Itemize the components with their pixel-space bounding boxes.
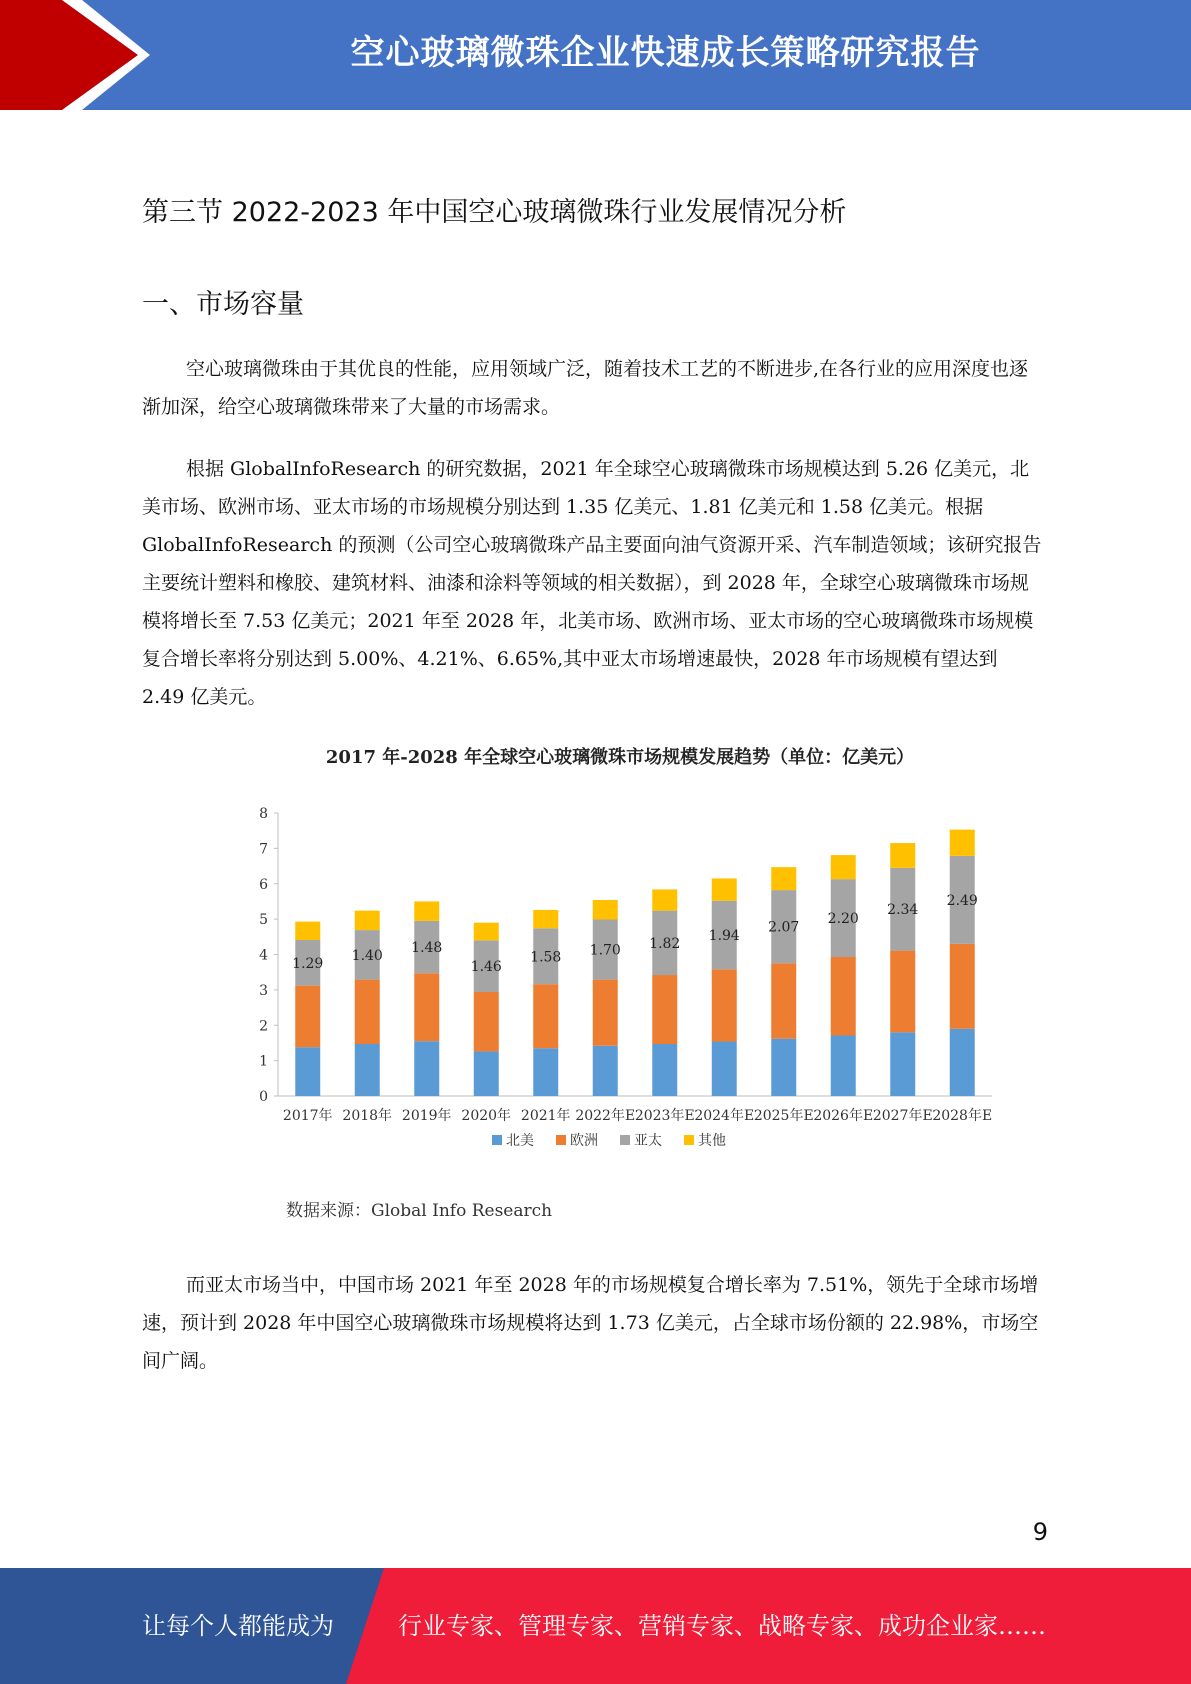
y-tick-label: 4 [259, 947, 268, 964]
data-label: 1.29 [292, 955, 324, 972]
data-label: 1.70 [589, 942, 621, 959]
bar-segment-其他 [890, 843, 915, 868]
paragraph-china-market: 而亚太市场当中，中国市场 2021 年至 2028 年的市场规模复合增长率为 7.51%，领先于全球市场增速，预计到 2028 年中国空心玻璃微珠市场规模将达到 1.73 亿美元，占全球市场份额的 22.98%，市场空间广阔。 [142, 1274, 1039, 1372]
bar-segment-其他 [593, 900, 618, 919]
data-label: 2.20 [827, 911, 859, 928]
bar-segment-其他 [652, 889, 677, 910]
bar-segment-北美 [593, 1046, 618, 1096]
bar-segment-北美 [890, 1032, 915, 1096]
bar-segment-北美 [652, 1044, 677, 1096]
bar-segment-北美 [831, 1036, 856, 1096]
data-label: 1.82 [649, 935, 681, 952]
bar-segment-北美 [474, 1051, 499, 1096]
x-tick-label: 2025年E [753, 1108, 814, 1124]
data-label: 1.48 [411, 940, 443, 957]
legend-swatch [492, 1135, 502, 1145]
bar-segment-欧洲 [474, 992, 499, 1051]
data-label: 1.40 [351, 947, 383, 964]
bar-segment-欧洲 [831, 957, 856, 1036]
paragraph-market-demand: 空心玻璃微珠由于其优良的性能，应用领域广泛，随着技术工艺的不断进步,在各行业的应用深度也逐渐加深，给空心玻璃微珠带来了大量的市场需求。 [142, 358, 1029, 418]
data-label: 1.46 [470, 959, 502, 976]
legend-swatch [620, 1135, 630, 1145]
footer-slogan-right: 行业专家、管理专家、营销专家、战略专家、成功企业家…… [398, 1612, 1046, 1640]
bar-segment-北美 [295, 1047, 320, 1096]
x-tick-label: 2024年E [694, 1108, 755, 1124]
x-tick-label: 2019年 [401, 1108, 452, 1124]
x-tick-label: 2028年E [932, 1108, 993, 1124]
header-banner [0, 0, 1191, 110]
bar-segment-其他 [712, 878, 737, 900]
bar-segment-其他 [295, 922, 320, 940]
x-tick-label: 2023年E [634, 1108, 695, 1124]
legend-label: 欧洲 [570, 1133, 598, 1149]
section-title: 第三节 2022-2023 年中国空心玻璃微珠行业发展情况分析 [142, 197, 847, 228]
bar-segment-欧洲 [771, 963, 796, 1038]
x-tick-label: 2017年 [282, 1108, 333, 1124]
data-label: 1.58 [530, 949, 562, 966]
bar-segment-其他 [355, 911, 380, 930]
bar-segment-欧洲 [890, 951, 915, 1033]
page-number: 9 [1032, 1518, 1048, 1546]
footer-slogan-left: 让每个人都能成为 [142, 1612, 334, 1640]
bar-segment-北美 [771, 1039, 796, 1096]
x-tick-label: 2022年E [575, 1108, 636, 1124]
x-tick-label: 2020年 [461, 1108, 512, 1124]
data-label: 2.07 [768, 919, 800, 936]
chart-title: 2017 年-2028 年全球空心玻璃微珠市场规模发展趋势（单位：亿美元） [325, 747, 915, 768]
x-tick-label: 2026年E [813, 1108, 874, 1124]
report-title: 空心玻璃微珠企业快速成长策略研究报告 [350, 33, 981, 73]
bar-segment-欧洲 [533, 984, 558, 1048]
bar-segment-北美 [950, 1029, 975, 1096]
y-tick-label: 3 [259, 982, 268, 999]
legend-label: 北美 [506, 1133, 534, 1149]
bar-segment-欧洲 [414, 973, 439, 1041]
legend-label: 亚太 [634, 1133, 662, 1149]
y-tick-label: 5 [259, 912, 268, 929]
bar-segment-欧洲 [355, 980, 380, 1044]
y-tick-label: 7 [259, 841, 268, 858]
legend-swatch [684, 1135, 694, 1145]
y-tick-label: 0 [259, 1089, 268, 1105]
bar-segment-其他 [533, 910, 558, 928]
market-size-chart [240, 735, 1000, 1225]
header-arrow-decoration [0, 0, 160, 110]
bar-segment-欧洲 [295, 986, 320, 1048]
y-tick-label: 1 [259, 1053, 268, 1070]
bar-segment-北美 [414, 1041, 439, 1096]
bar-segment-欧洲 [712, 969, 737, 1041]
data-source: 数据来源：Global Info Research [286, 1201, 553, 1221]
footer-banner [0, 1568, 1191, 1684]
subsection-title: 一、市场容量 [142, 289, 304, 320]
data-label: 2.34 [887, 902, 919, 919]
paragraph-market-data: 根据 GlobalInfoResearch 的研究数据，2021 年全球空心玻璃微珠市场规模达到 5.26 亿美元，北美市场、欧洲市场、亚太市场的市场规模分别达到 1.35 亿美元、1.81 亿美元和 1.58 亿美元。根据 GlobalInfoResearch 的预测（公司空心玻璃微珠产品主要面向油气资源开采、汽车制造领域；该研究报告主要统计塑料和橡胶、建筑材料、油漆和涂料等领域的相关数据），到 2028 年，全球空心玻璃微珠市场规模将增长至 7.53 亿美元；2021 年至 2028 年，北美市场、欧洲市场、亚太市场的空心玻璃微珠市场规模复合增长率将分别达到 5.00%、4.21%、6.65%,其中亚太市场增速最快，2028 年市场规模有望达到 2.49 亿美元。 [142, 458, 1042, 708]
bar-segment-北美 [712, 1042, 737, 1096]
data-label: 2.49 [946, 892, 978, 909]
bar-segment-北美 [355, 1044, 380, 1096]
bar-segment-欧洲 [652, 975, 677, 1044]
y-tick-label: 6 [259, 876, 268, 893]
bar-segment-其他 [771, 867, 796, 890]
y-tick-label: 8 [259, 806, 268, 822]
y-tick-label: 2 [259, 1018, 268, 1035]
bar-segment-其他 [474, 923, 499, 941]
legend-swatch [556, 1135, 566, 1145]
x-tick-label: 2027年E [872, 1108, 933, 1124]
bar-segment-其他 [950, 830, 975, 856]
x-tick-label: 2021年 [520, 1108, 571, 1124]
data-label: 1.94 [708, 928, 740, 945]
stacked-bar-chart [240, 735, 1000, 1195]
bar-segment-欧洲 [950, 944, 975, 1029]
bar-segment-其他 [831, 855, 856, 879]
legend-label: 其他 [698, 1133, 726, 1149]
x-tick-label: 2018年 [342, 1108, 393, 1124]
bar-segment-其他 [414, 901, 439, 920]
bar-segment-欧洲 [593, 980, 618, 1046]
bar-segment-北美 [533, 1048, 558, 1096]
